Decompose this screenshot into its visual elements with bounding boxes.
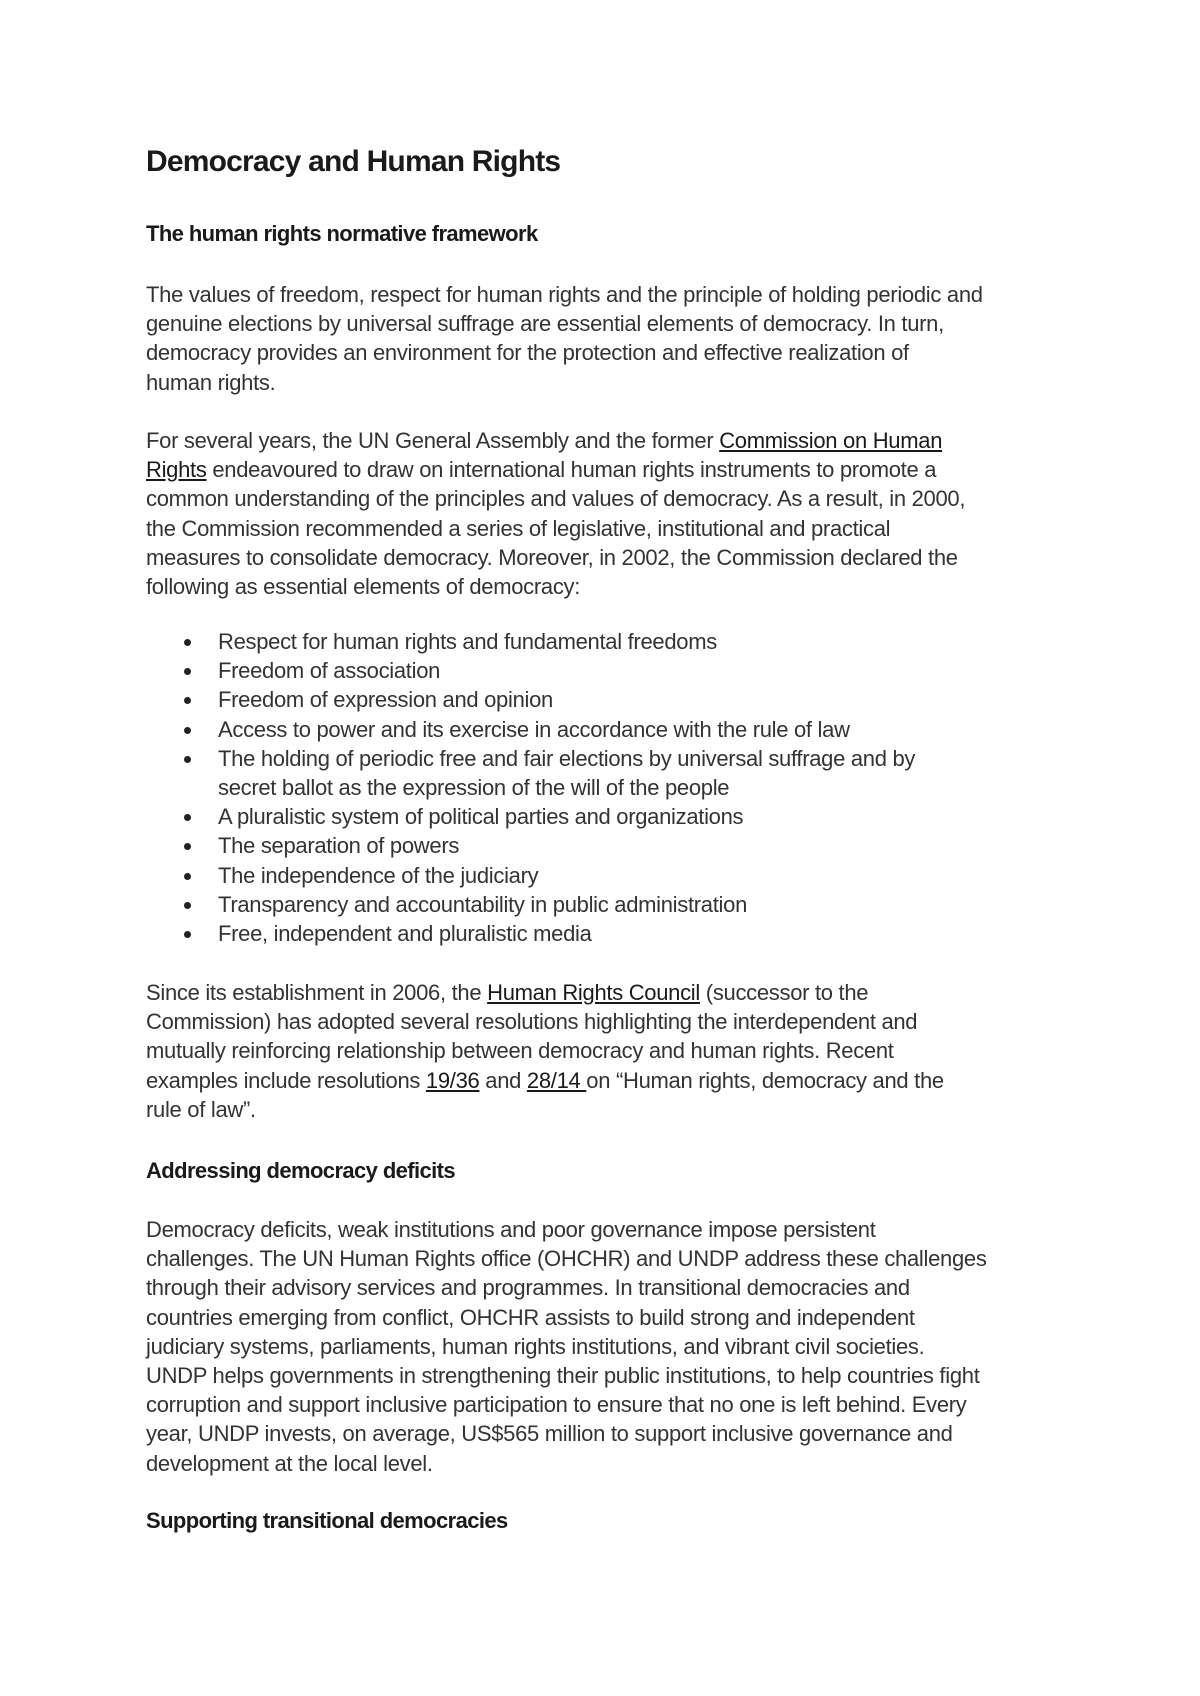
list-item-text: Respect for human rights and fundamental freedoms [218,629,717,654]
human-rights-council-link[interactable]: Human Rights Council [487,980,700,1005]
resolution-19-36-link[interactable]: 19/36 [425,1067,480,1093]
list-item-text: The separation of powers [218,833,460,859]
text-line [146,978,1046,1007]
list-item-text: Access to power and its exercise in accordance with the rule of law [218,716,850,742]
text-line [146,455,1046,484]
text-segment: examples include resolutions [146,1067,426,1093]
text-segment: Since its establishment in 2006, the [146,980,488,1005]
list-item [146,627,1046,656]
text-line: through their advisory services and programmes. In transitional democracies and [146,1275,910,1301]
text-line: mutually reinforcing relationship between democracy and human rights. Recent [146,1038,894,1064]
list-item-text: Freedom of association [218,658,441,684]
bullet-icon [184,697,191,704]
text-line: democracy provides an environment for the protection and effective realization of [146,340,909,366]
text-line [146,426,1046,455]
text-line [146,1066,1046,1095]
list-item [146,656,1046,685]
list-item-text: A pluralistic system of political parties and organizations [218,804,744,830]
bullet-icon [184,931,191,938]
bullet-icon [184,902,191,909]
bullet-icon [184,814,191,821]
text-line: countries emerging from conflict, OHCHR assists to build strong and independent [146,1304,915,1330]
bullet-icon [184,727,191,734]
text-line: rule of law”. [146,1096,256,1122]
text-segment: (successor to the [699,980,869,1005]
list-item-text-cont: secret ballot as the expression of the will of the people [218,775,730,801]
list-item [146,802,1046,831]
list-item [146,831,1046,860]
text-line: Commission) has adopted several resolutions highlighting the interdependent and [146,1009,918,1035]
text-line: judiciary systems, parliaments, human rights institutions, and vibrant civil societies. [146,1333,925,1359]
paragraph-council [146,978,1046,1124]
text-segment: on “Human rights, democracy and the [586,1067,944,1093]
text-line: corruption and support inclusive participation to ensure that no one is left behind. Every [146,1392,967,1418]
commission-on-human-rights-link-cont[interactable]: Rights [146,457,207,483]
list-item [146,715,1046,744]
text-line: human rights. [146,369,276,395]
list-item [146,861,1046,890]
bullet-icon [184,756,191,763]
paragraph-commission [146,426,1046,601]
text-segment: For several years, the UN General Assembly and the former [146,428,720,453]
list-item [146,919,1046,948]
bullet-icon [184,873,191,880]
text-line: UNDP helps governments in strengthening their public institutions, to help countries fight [146,1363,980,1389]
bullet-icon [184,668,191,675]
list-item-text: The holding of periodic free and fair elections by universal suffrage and by [218,745,916,771]
commission-on-human-rights-link[interactable]: Commission on Human [719,428,943,453]
text-line: following as essential elements of democracy: [146,574,581,600]
bullet-icon [184,639,191,646]
list-item-text: Freedom of expression and opinion [218,687,553,713]
text-line: the Commission recommended a series of legislative, institutional and practical [146,515,891,541]
list-item-text: Free, independent and pluralistic media [218,921,592,947]
list-item-text: Transparency and accountability in public administration [218,891,748,917]
list-item [146,744,1046,802]
text-line: The values of freedom, respect for human rights and the principle of holding periodic and [146,282,983,307]
democracy-elements-list [146,627,1046,948]
text-line: challenges. The UN Human Rights office (OHCHR) and UNDP address these challenges [146,1246,987,1272]
text-line: common understanding of the principles and values of democracy. As a result, in 2000, [146,486,966,512]
section-heading-transitional: Supporting transitional democracies [146,1508,508,1533]
paragraph-values [146,280,1046,397]
page-title: Democracy and Human Rights [146,145,561,178]
text-line: development at the local level. [146,1450,433,1476]
resolution-28-14-link[interactable]: 28/14 [526,1067,587,1093]
section-heading-framework: The human rights normative framework [146,221,538,246]
text-line: Democracy deficits, weak institutions and poor governance impose persistent [146,1217,876,1242]
text-segment: endeavoured to draw on international human rights instruments to promote a [206,457,937,483]
text-line: year, UNDP invests, on average, US$565 million to support inclusive governance and [146,1421,953,1447]
text-segment: and [479,1067,527,1093]
bullet-icon [184,843,191,850]
list-item [146,890,1046,919]
section-heading-deficits: Addressing democracy deficits [146,1158,456,1183]
text-line: genuine elections by universal suffrage are essential elements of democracy. In turn, [146,311,944,337]
paragraph-deficits [146,1215,1046,1478]
text-line: measures to consolidate democracy. Moreover, in 2002, the Commission declared the [146,544,958,570]
list-item [146,685,1046,714]
list-item-text: The independence of the judiciary [218,862,539,888]
